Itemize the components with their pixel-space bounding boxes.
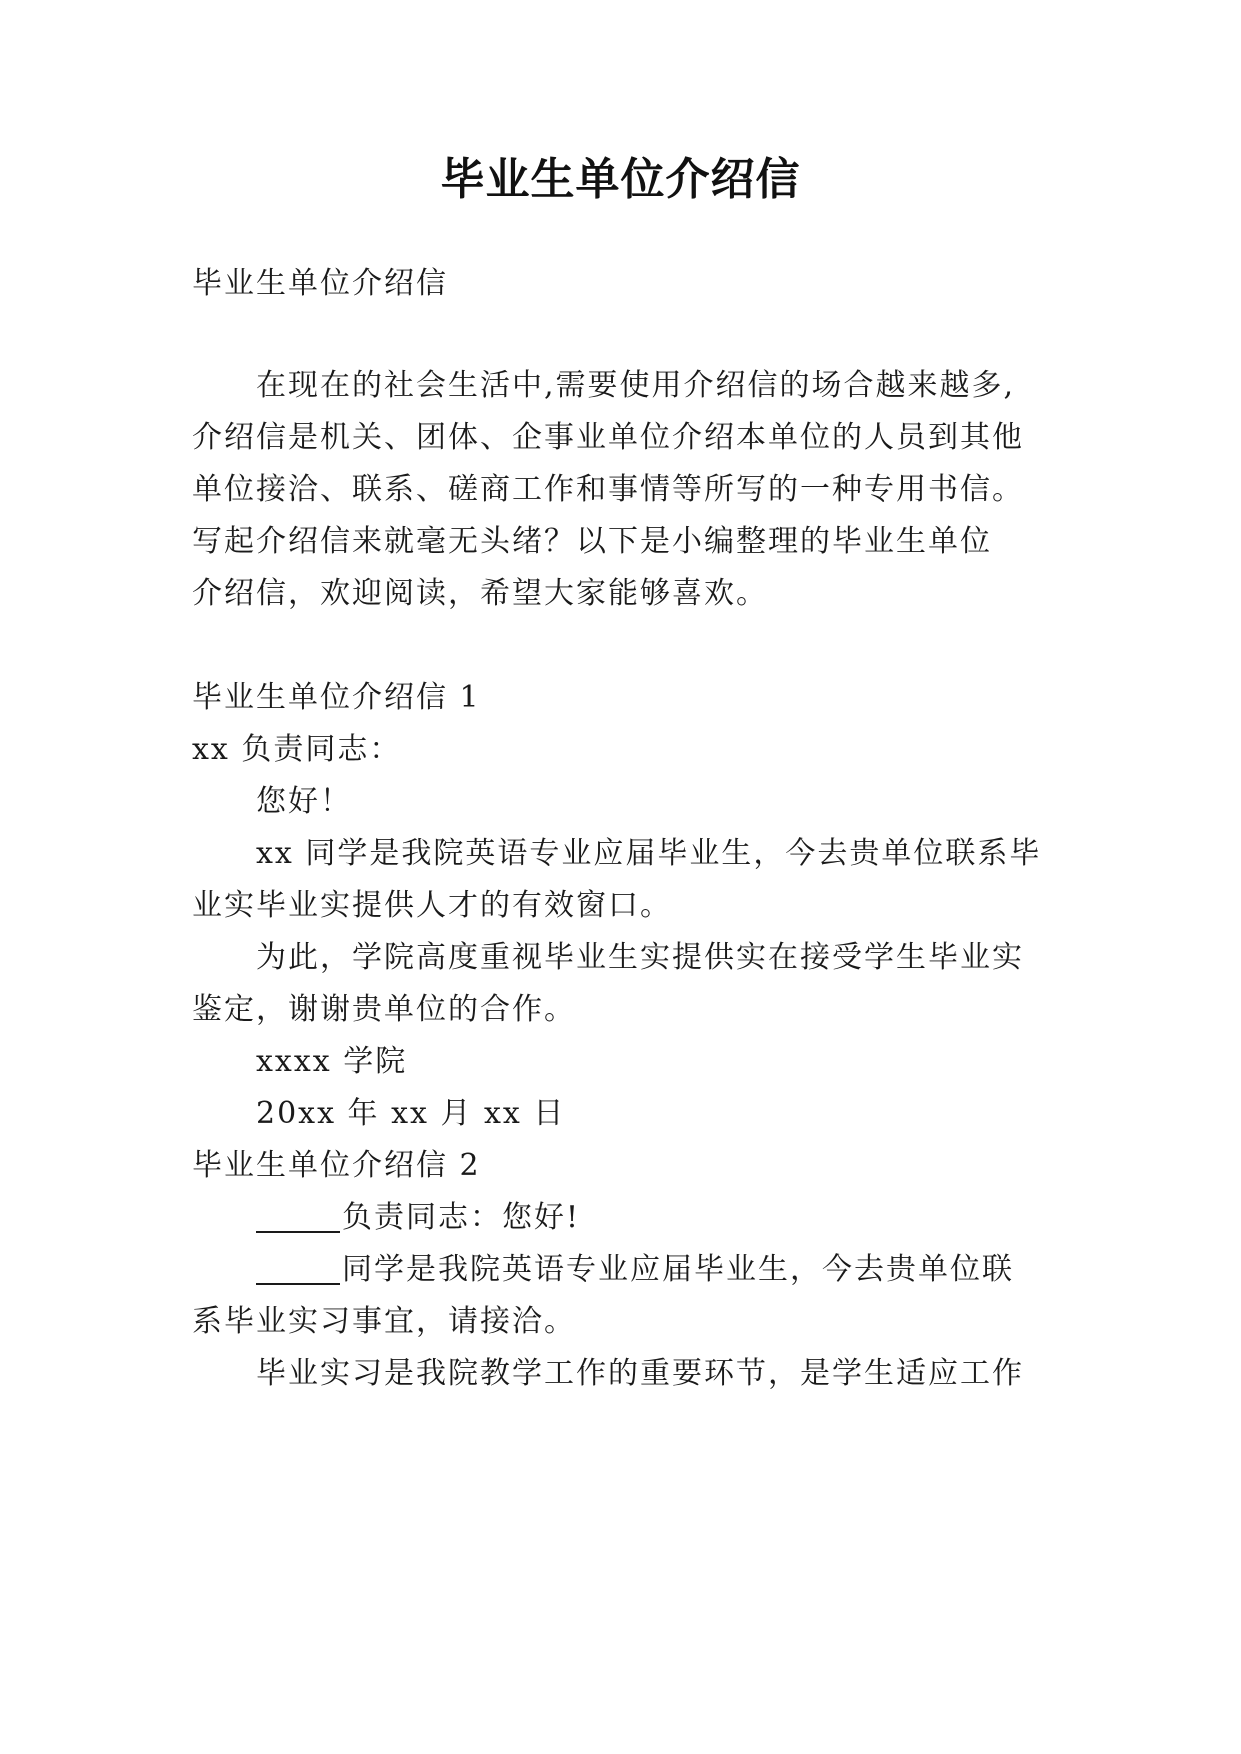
letter2-salutation [256,1196,580,1240]
document-title: 毕业生单位介绍信 [440,154,801,205]
letter2-salutation-text: 负责同志：您好! [342,1200,581,1235]
letter1-salutation: xx 负责同志： [192,732,402,767]
letter2-body-line: 系毕业实习事宜，请接洽。 [192,1304,576,1339]
letter1-body-line: xx 同学是我院英语专业应届毕业生，今去贵单位联系毕 [256,836,1042,871]
fill-in-blank [256,1201,340,1233]
letter2-heading: 毕业生单位介绍信 2 [192,1148,481,1183]
document-subtitle: 毕业生单位介绍信 [192,266,448,301]
letter1-signature: xxxx 学院 [256,1044,408,1079]
intro-paragraph-line: 在现在的社会生活中,需要使用介绍信的场合越来越多, [256,368,1016,403]
letter2-body-line: 毕业实习是我院教学工作的重要环节，是学生适应工作 [256,1356,1024,1391]
letter1-date: 20xx 年 xx 月 xx 日 [256,1096,566,1131]
fill-in-blank [256,1253,340,1285]
intro-paragraph-line: 介绍信，欢迎阅读，希望大家能够喜欢。 [192,576,768,611]
letter1-heading: 毕业生单位介绍信 1 [192,680,481,715]
intro-paragraph-line: 单位接洽、联系、磋商工作和事情等所写的一种专用书信。 [192,472,1024,507]
letter1-body-line: 鉴定，谢谢贵单位的合作。 [192,992,576,1027]
letter1-body-line: 业实毕业实提供人才的有效窗口。 [192,888,672,923]
letter1-greeting: 您好！ [256,784,352,819]
intro-paragraph-line: 写起介绍信来就毫无头绪？以下是小编整理的毕业生单位 [192,524,992,559]
letter2-body-line [256,1248,1014,1292]
intro-paragraph-line: 介绍信是机关、团体、企事业单位介绍本单位的人员到其他 [192,420,1024,455]
letter2-body-text: 同学是我院英语专业应届毕业生，今去贵单位联 [342,1252,1014,1287]
letter1-body-line: 为此，学院高度重视毕业生实提供实在接受学生毕业实 [256,940,1024,975]
